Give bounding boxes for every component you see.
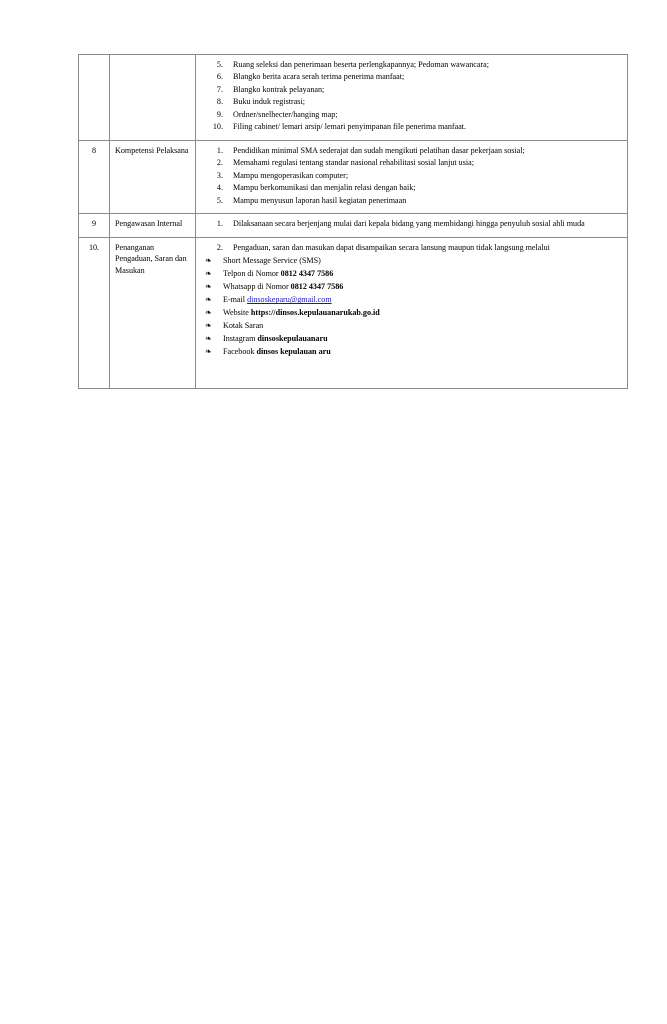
channel-value: dinsos kepulauan aru	[256, 347, 331, 357]
check-bullet-icon: ❧	[205, 269, 212, 279]
list-item	[201, 96, 622, 107]
list-marker: 8.	[216, 97, 223, 107]
row-label-cell: Pengawasan Internal	[110, 214, 196, 237]
channel-label: E-mail	[223, 295, 248, 305]
channel-value: dinsoskepulauanaru	[257, 334, 328, 344]
list-marker: 2.	[216, 242, 223, 252]
check-bullet-icon: ❧	[205, 282, 212, 292]
list-text: Ruang seleksi dan penerimaan beserta perlengkapannya; Pedoman wawancara;	[233, 60, 489, 69]
list-item	[201, 170, 622, 181]
table-row	[79, 214, 628, 237]
list-marker: 2.	[216, 158, 223, 168]
list-item	[201, 255, 622, 266]
row-label-cell: Penanganan Pengaduan, Saran dan Masukan	[110, 237, 196, 388]
list-item	[201, 157, 622, 168]
list-marker: 5.	[216, 60, 223, 69]
list-item	[201, 121, 622, 132]
channel-label: Website	[223, 308, 251, 318]
channel-label: Telpon di Nomor	[223, 269, 281, 279]
row-label-cell	[110, 55, 196, 141]
lead-paragraph	[201, 242, 622, 253]
list-item	[201, 294, 622, 305]
service-standard-table	[78, 54, 628, 389]
list-text: Memahami regulasi tentang standar nasional rehabilitasi sosial lanjut usia;	[233, 158, 474, 168]
list-marker: 10.	[212, 122, 223, 132]
table-row	[79, 55, 628, 141]
list-marker: 6.	[216, 72, 223, 82]
list-text: Dilaksanaan secara berjenjang mulai dari kepala bidang yang membidangi hingga penyuluh sosial ahli muda	[233, 219, 585, 229]
list-item	[201, 320, 622, 331]
list-text: Mampu mengoperasikan computer;	[233, 170, 349, 180]
list-item	[201, 59, 622, 70]
list-marker: 4.	[216, 183, 223, 193]
check-bullet-icon: ❧	[205, 321, 212, 331]
list-item	[201, 218, 622, 229]
list-item	[201, 182, 622, 193]
list-item	[201, 71, 622, 82]
channel-label: Instagram	[223, 334, 258, 344]
row-number-cell	[79, 55, 110, 141]
list-text: Mampu berkomunikasi dan menjalin relasi dengan baik;	[233, 183, 416, 193]
check-bullet-icon: ❧	[205, 256, 212, 266]
list-item	[201, 333, 622, 344]
table-row	[79, 237, 628, 388]
check-bullet-icon: ❧	[205, 347, 212, 357]
numbered-list	[201, 218, 622, 229]
contact-channel-list	[201, 255, 622, 357]
list-item	[201, 145, 622, 156]
row-label-cell: Kompetensi Pelaksana	[110, 140, 196, 213]
email-link[interactable]: dinsoskeparu@gmail.com	[247, 295, 332, 305]
channel-label: Whatsapp di Nomor	[223, 282, 291, 292]
channel-label: Short Message Service (SMS)	[223, 256, 321, 266]
list-text: Mampu menyusun laporan hasil kegiatan penerimaan	[233, 195, 407, 205]
list-item	[201, 281, 622, 292]
channel-label: Facebook	[223, 347, 257, 357]
list-text: Blangko berita acara serah terima penerima manfaat;	[233, 72, 405, 82]
row-body-cell	[196, 140, 628, 213]
list-marker: 1.	[216, 145, 223, 155]
check-bullet-icon: ❧	[205, 334, 212, 344]
channel-label: Kotak Saran	[223, 321, 264, 331]
list-text: Filing cabinet/ lemari arsip/ lemari penyimpanan file penerima manfaat.	[233, 122, 467, 132]
channel-value: 0812 4347 7586	[290, 282, 344, 292]
list-text: Ordner/snelhecter/hanging map;	[233, 109, 338, 119]
row-number-cell: 9	[79, 214, 110, 237]
row-body-cell	[196, 214, 628, 237]
list-text: Blangko kontrak pelayanan;	[233, 84, 325, 94]
list-marker: 5.	[216, 195, 223, 205]
check-bullet-icon: ❧	[205, 308, 212, 318]
list-text: Buku induk registrasi;	[233, 97, 305, 107]
list-item	[201, 109, 622, 120]
row-body-cell	[196, 237, 628, 388]
list-item	[201, 346, 622, 357]
website-value[interactable]: https://dinsos.kepulauanarukab.go.id	[250, 308, 380, 318]
list-marker: 9.	[216, 109, 223, 119]
list-marker: 3.	[216, 170, 223, 180]
list-item	[201, 195, 622, 206]
list-item	[201, 268, 622, 279]
list-item	[201, 307, 622, 318]
row-body-cell	[196, 55, 628, 141]
numbered-list	[201, 145, 622, 206]
row-number-cell: 10.	[79, 237, 110, 388]
list-marker: 7.	[216, 84, 223, 94]
numbered-list	[201, 59, 622, 133]
check-bullet-icon: ❧	[205, 295, 212, 305]
table-row	[79, 140, 628, 213]
list-marker: 1.	[216, 219, 223, 229]
row-number-cell: 8	[79, 140, 110, 213]
list-text: Pendidikan minimal SMA sederajat dan sudah mengikuti pelatihan dasar pekerjaan sosial;	[233, 145, 525, 155]
list-text: Pengaduan, saran dan masukan dapat disampaikan secara lansung maupun tidak langsung melalui	[233, 242, 550, 252]
channel-value: 0812 4347 7586	[280, 269, 334, 279]
list-item	[201, 84, 622, 95]
